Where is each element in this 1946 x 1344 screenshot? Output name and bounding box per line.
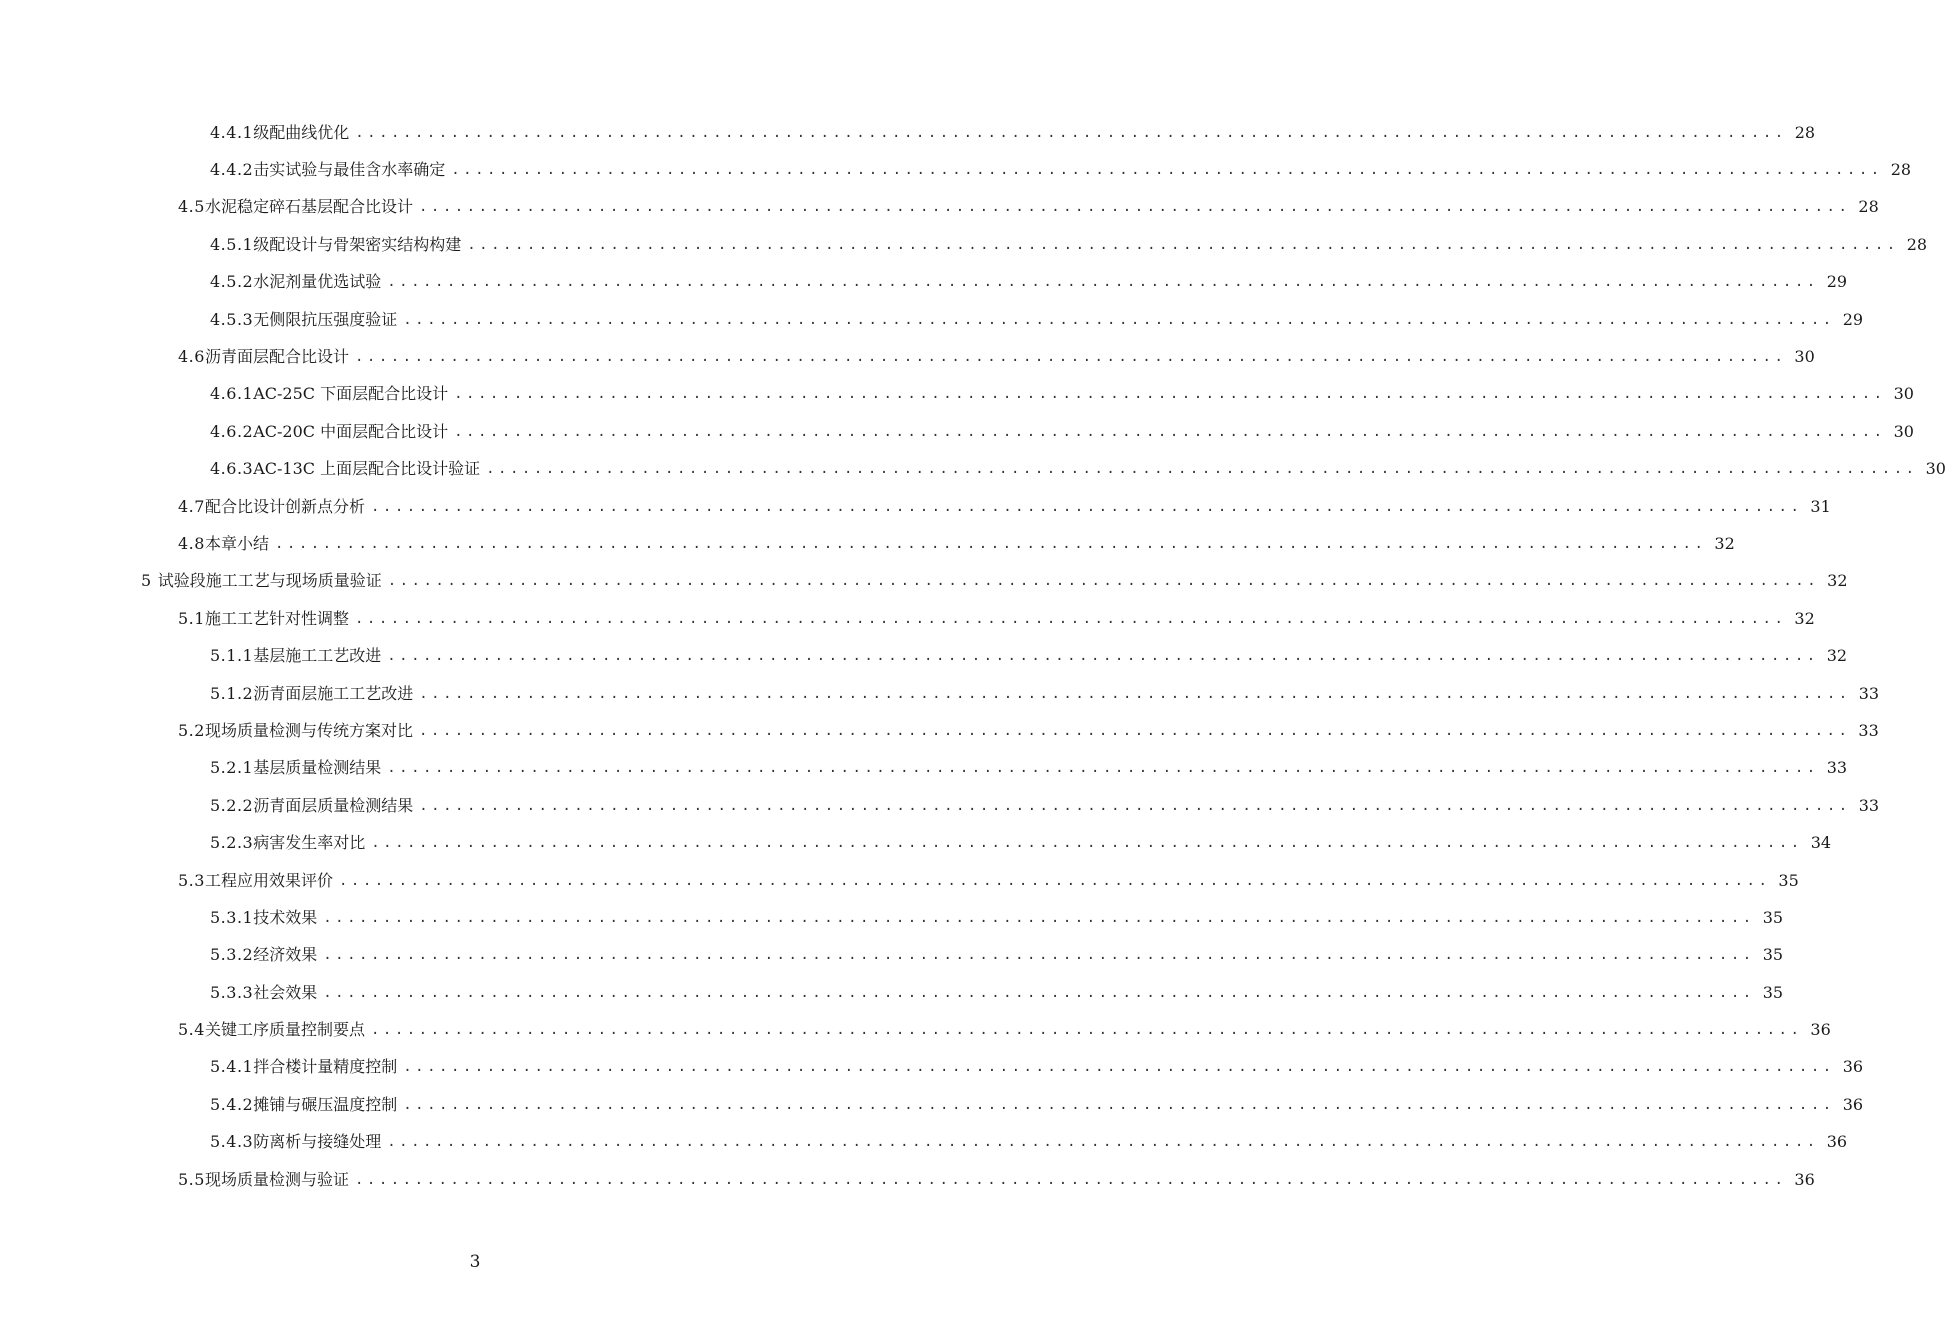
toc-entry-page: 32 bbox=[1827, 571, 1848, 591]
toc-entry-number: 4.6.2 bbox=[210, 421, 254, 441]
toc-entry-number: 4.6.1 bbox=[210, 384, 254, 404]
toc-entry-title: 级配曲线优化 bbox=[253, 122, 350, 142]
toc-entry[interactable] bbox=[0, 1049, 1864, 1086]
toc-entry-title: 拌合楼计量精度控制 bbox=[253, 1057, 398, 1077]
toc-entry-title: AC-20C 中面层配合比设计 bbox=[253, 421, 449, 441]
toc-entry[interactable] bbox=[0, 264, 1848, 301]
toc-dot-leader: ........................................................................................................................ bbox=[370, 1022, 1803, 1039]
toc-entry[interactable] bbox=[0, 1161, 1815, 1198]
toc-entry-page: 33 bbox=[1858, 683, 1880, 703]
toc-entry-title: 基层施工工艺改进 bbox=[253, 646, 382, 666]
toc-dot-leader: ........................................................................................................................ bbox=[454, 423, 1886, 440]
toc-entry-number: 4.4.1 bbox=[210, 122, 254, 142]
toc-dot-leader: ........................................................................................................................ bbox=[467, 236, 1899, 253]
toc-entry-page: 29 bbox=[1842, 309, 1864, 329]
toc-entry-title: AC-13C 上面层配合比设计验证 bbox=[253, 459, 481, 479]
toc-dot-leader: ........................................................................................................................ bbox=[418, 199, 1851, 216]
toc-entry-title: 试验段施工工艺与现场质量验证 bbox=[157, 571, 382, 591]
toc-dot-leader: ........................................................................................................................ bbox=[355, 124, 1787, 141]
toc-entry-number: 5.4 bbox=[178, 1020, 205, 1040]
toc-entry[interactable] bbox=[0, 1086, 1864, 1123]
toc-entry-number: 5.3.1 bbox=[210, 907, 254, 927]
toc-entry[interactable] bbox=[0, 563, 1848, 600]
toc-entry-number: 4.8 bbox=[178, 533, 205, 553]
toc-entry-number: 5.4.2 bbox=[210, 1094, 254, 1114]
toc-entry-title: 沥青面层施工工艺改进 bbox=[253, 683, 414, 703]
toc-entry-page: 28 bbox=[1858, 197, 1879, 217]
toc-dot-leader: ........................................................................................................................ bbox=[274, 535, 1707, 552]
toc-entry-title: 工程应用效果评价 bbox=[204, 870, 333, 890]
toc-entry-title: 沥青面层质量检测结果 bbox=[253, 795, 414, 815]
toc-dot-leader: ........................................................................................................................ bbox=[387, 648, 1819, 665]
toc-entry-number: 5.2.2 bbox=[210, 795, 254, 815]
toc-dot-leader: ........................................................................................................................ bbox=[403, 311, 1835, 328]
toc-dot-leader: ........................................................................................................................ bbox=[338, 872, 1771, 889]
toc-entry-title: 无侧限抗压强度验证 bbox=[253, 309, 398, 329]
toc-entry-title: 现场质量检测与传统方案对比 bbox=[204, 720, 413, 740]
toc-entry-page: 28 bbox=[1890, 160, 1912, 180]
toc-entry[interactable] bbox=[0, 862, 1799, 899]
toc-entry-number: 4.6 bbox=[178, 347, 205, 367]
toc-entry-page: 36 bbox=[1794, 1169, 1815, 1189]
toc-dot-leader: ........................................................................................................................ bbox=[387, 573, 1820, 590]
toc-entry[interactable] bbox=[0, 226, 1928, 263]
toc-entry-page: 32 bbox=[1826, 646, 1848, 666]
toc-entry[interactable] bbox=[0, 338, 1815, 375]
toc-entry-title: 级配设计与骨架密实结构构建 bbox=[253, 234, 462, 254]
toc-entry-number: 5.4.3 bbox=[210, 1132, 254, 1152]
toc-entry-page: 30 bbox=[1794, 347, 1815, 367]
toc-dot-leader: ........................................................................................................................ bbox=[354, 349, 1787, 366]
toc-dot-leader: ........................................................................................................................ bbox=[323, 984, 1755, 1001]
toc-entry-page: 36 bbox=[1842, 1057, 1864, 1077]
toc-entry-number: 4.7 bbox=[178, 496, 205, 516]
toc-entry[interactable] bbox=[0, 787, 1880, 824]
toc-entry-title: 本章小结 bbox=[204, 533, 269, 553]
toc-entry[interactable] bbox=[0, 525, 1735, 562]
toc-entry-page: 28 bbox=[1906, 234, 1928, 254]
toc-entry-page: 33 bbox=[1858, 720, 1879, 740]
toc-entry-number: 4.4.2 bbox=[210, 160, 254, 180]
toc-entry-page: 35 bbox=[1778, 870, 1799, 890]
toc-dot-leader: ........................................................................................................................ bbox=[403, 1096, 1835, 1113]
toc-entry[interactable] bbox=[0, 114, 1816, 151]
toc-entry-number: 4.5.2 bbox=[210, 272, 254, 292]
toc-entry[interactable] bbox=[0, 974, 1784, 1011]
toc-entry-page: 35 bbox=[1762, 907, 1784, 927]
toc-dot-leader: ........................................................................................................................ bbox=[451, 162, 1883, 179]
toc-entry-page: 29 bbox=[1826, 272, 1848, 292]
toc-entry[interactable] bbox=[0, 899, 1784, 936]
toc-entry-title: 经济效果 bbox=[253, 945, 318, 965]
toc-entry-number: 4.6.3 bbox=[210, 459, 254, 479]
toc-entry-title: 现场质量检测与验证 bbox=[204, 1169, 349, 1189]
toc-dot-leader: ........................................................................................................................ bbox=[323, 947, 1755, 964]
toc-entry-page: 36 bbox=[1842, 1094, 1864, 1114]
toc-entry-title: 防离析与接缝处理 bbox=[253, 1132, 382, 1152]
toc-entry[interactable] bbox=[0, 301, 1864, 338]
toc-entry-number: 5.3.2 bbox=[210, 945, 254, 965]
toc-entry-number: 4.5.3 bbox=[210, 309, 254, 329]
toc-entry-title: AC-25C 下面层配合比设计 bbox=[253, 384, 449, 404]
toc-entry-page: 36 bbox=[1826, 1132, 1848, 1152]
toc-entry-number: 5 bbox=[141, 571, 152, 591]
toc-entry-title: 沥青面层配合比设计 bbox=[204, 347, 349, 367]
toc-entry-page: 33 bbox=[1826, 758, 1848, 778]
toc-entry[interactable] bbox=[0, 451, 1946, 488]
toc-entry-number: 5.5 bbox=[178, 1169, 205, 1189]
page-number: 3 bbox=[469, 1252, 481, 1272]
toc-entry-page: 31 bbox=[1810, 496, 1831, 516]
toc-entry[interactable] bbox=[0, 1124, 1848, 1161]
toc-entry[interactable] bbox=[0, 675, 1880, 712]
toc-dot-leader: ........................................................................................................................ bbox=[323, 909, 1755, 926]
toc-entry-number: 5.1.2 bbox=[210, 683, 254, 703]
toc-dot-leader: ........................................................................................................................ bbox=[371, 835, 1803, 852]
toc-entry-title: 施工工艺针对性调整 bbox=[204, 608, 349, 628]
toc-entry-number: 5.2.1 bbox=[210, 758, 254, 778]
toc-dot-leader: ........................................................................................................................ bbox=[403, 1059, 1835, 1076]
toc-entry-page: 30 bbox=[1925, 459, 1946, 479]
toc-entry-title: 击实试验与最佳含水率确定 bbox=[253, 160, 446, 180]
toc-entry-page: 32 bbox=[1794, 608, 1815, 628]
toc-entry-page: 32 bbox=[1714, 533, 1735, 553]
toc-entry[interactable] bbox=[0, 1011, 1831, 1048]
toc-entry-number: 4.5 bbox=[178, 197, 205, 217]
toc-dot-leader: ........................................................................................................................ bbox=[370, 498, 1803, 515]
toc-entry-page: 34 bbox=[1810, 833, 1832, 853]
toc-entry-number: 5.3.3 bbox=[210, 982, 254, 1002]
toc-entry-page: 28 bbox=[1794, 122, 1816, 142]
toc-entry-title: 水泥剂量优选试验 bbox=[253, 272, 382, 292]
toc-entry-number: 5.4.1 bbox=[210, 1057, 254, 1077]
toc-dot-leader: ........................................................................................................................ bbox=[387, 760, 1819, 777]
toc-entry[interactable] bbox=[0, 376, 1914, 413]
toc-entry-number: 5.1.1 bbox=[210, 646, 254, 666]
toc-entry-number: 4.5.1 bbox=[210, 234, 254, 254]
toc-dot-leader: ........................................................................................................................ bbox=[354, 610, 1787, 627]
toc-dot-leader: ........................................................................................................................ bbox=[419, 685, 1851, 702]
toc-entry-title: 摊铺与碾压温度控制 bbox=[253, 1094, 398, 1114]
toc-entry-page: 35 bbox=[1762, 982, 1784, 1002]
toc-entry-title: 水泥稳定碎石基层配合比设计 bbox=[204, 197, 413, 217]
toc-dot-leader: ........................................................................................................................ bbox=[454, 386, 1886, 403]
toc-entry-title: 基层质量检测结果 bbox=[253, 758, 382, 778]
toc-entry-page: 35 bbox=[1762, 945, 1784, 965]
toc-entry[interactable] bbox=[0, 750, 1848, 787]
toc-entry-number: 5.3 bbox=[178, 870, 205, 890]
toc-entry[interactable] bbox=[0, 600, 1815, 637]
toc-entry-page: 33 bbox=[1858, 795, 1880, 815]
toc-entry[interactable] bbox=[0, 151, 1912, 188]
toc-entry-title: 关键工序质量控制要点 bbox=[204, 1020, 365, 1040]
toc-dot-leader: ........................................................................................................................ bbox=[354, 1171, 1787, 1188]
toc-entry[interactable] bbox=[0, 637, 1848, 674]
toc-entry-title: 社会效果 bbox=[253, 982, 318, 1002]
toc-entry-number: 5.2.3 bbox=[210, 833, 254, 853]
toc-dot-leader: ........................................................................................................................ bbox=[486, 461, 1918, 478]
toc-entry[interactable] bbox=[0, 413, 1914, 450]
toc-entry-page: 36 bbox=[1810, 1020, 1831, 1040]
toc-entry[interactable] bbox=[0, 937, 1784, 974]
toc-dot-leader: ........................................................................................................................ bbox=[387, 1134, 1819, 1151]
toc-entry-title: 病害发生率对比 bbox=[253, 833, 366, 853]
toc-entry-number: 5.1 bbox=[178, 608, 205, 628]
toc-entry-title: 配合比设计创新点分析 bbox=[204, 496, 365, 516]
toc-entry[interactable] bbox=[0, 824, 1832, 861]
toc-entry-number: 5.2 bbox=[178, 720, 205, 740]
table-of-contents bbox=[0, 114, 1946, 1198]
toc-entry[interactable] bbox=[0, 488, 1831, 525]
toc-entry[interactable] bbox=[0, 189, 1879, 226]
toc-dot-leader: ........................................................................................................................ bbox=[419, 797, 1851, 814]
toc-entry-page: 30 bbox=[1893, 384, 1914, 404]
toc-entry[interactable] bbox=[0, 712, 1879, 749]
toc-dot-leader: ........................................................................................................................ bbox=[387, 274, 1819, 291]
toc-entry-page: 30 bbox=[1893, 421, 1914, 441]
toc-dot-leader: ........................................................................................................................ bbox=[418, 722, 1851, 739]
toc-entry-title: 技术效果 bbox=[253, 907, 318, 927]
